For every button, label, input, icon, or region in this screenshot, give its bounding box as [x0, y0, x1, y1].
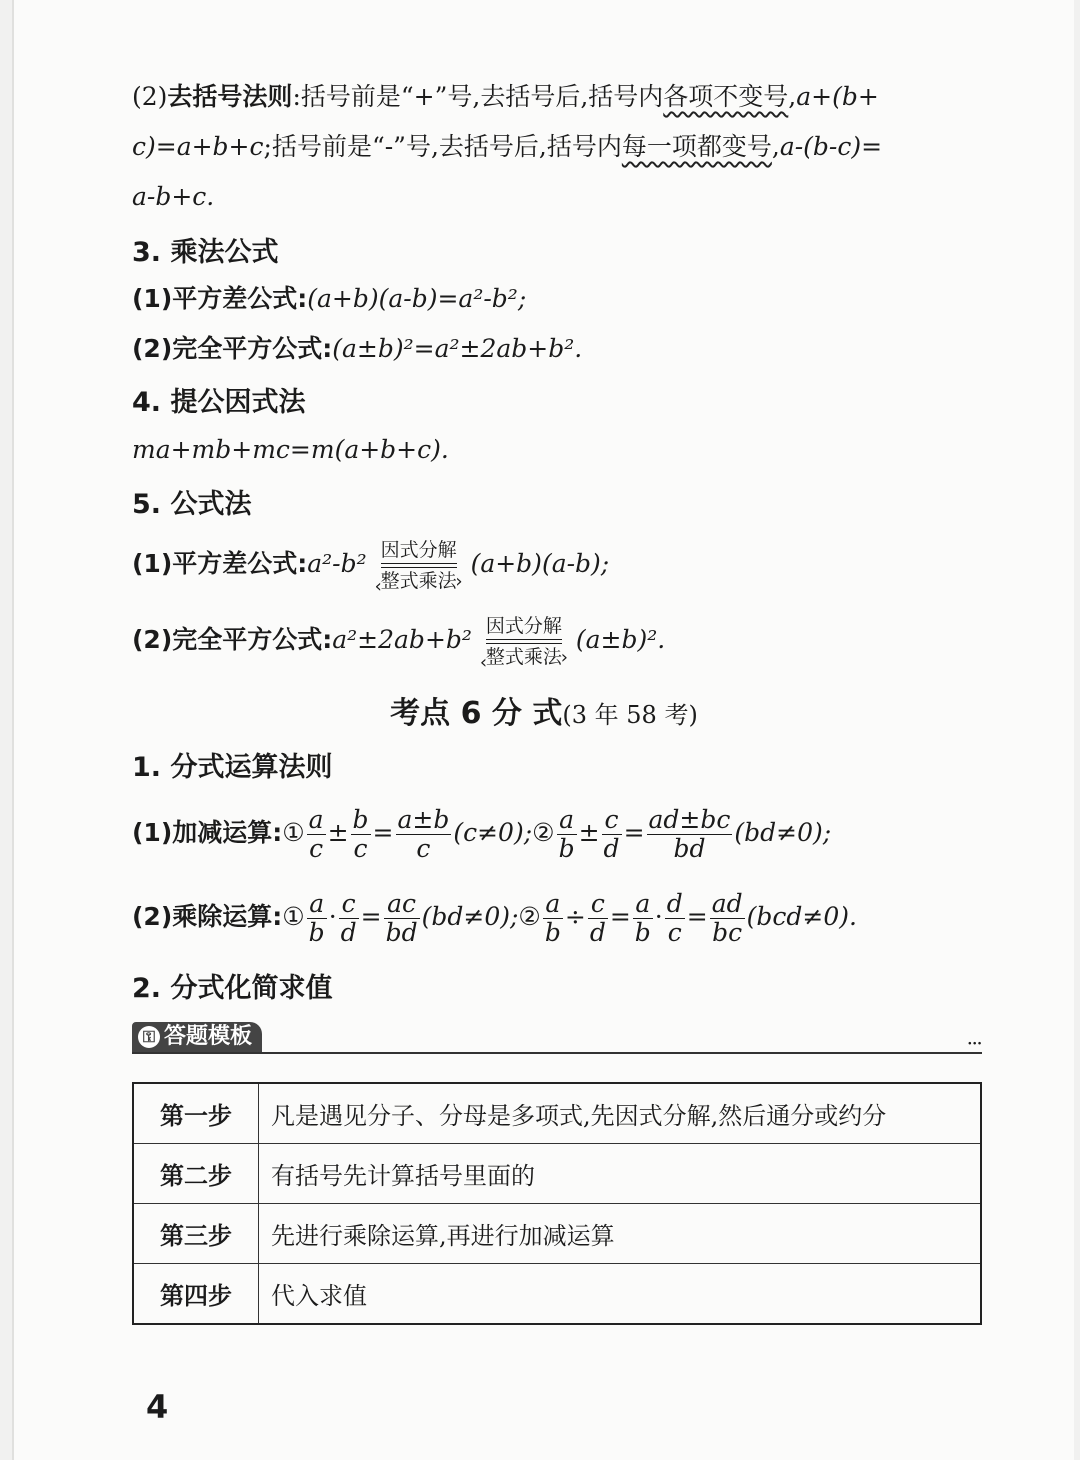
denominator: d	[340, 918, 357, 947]
double-arrow-icon	[486, 639, 562, 644]
double-arrow	[381, 539, 457, 592]
heading-multiplication-formulas: 3. 乘法公式	[132, 237, 279, 268]
operator: ·	[328, 902, 337, 931]
operator: ±	[578, 818, 600, 847]
operator: ÷	[564, 902, 586, 931]
divider	[132, 1052, 982, 1054]
table-row	[133, 1264, 981, 1325]
rule-remove-brackets-line1	[132, 80, 879, 114]
numerator: a±b	[397, 805, 450, 834]
item-number: (2)	[132, 82, 168, 111]
equals: =	[686, 902, 708, 931]
numerator: a	[308, 805, 324, 834]
condition: (bd≠0);	[734, 818, 832, 847]
topic-title	[14, 688, 1074, 732]
formula: a-(b-c)=	[779, 132, 883, 161]
step-text: 代入求值	[259, 1264, 982, 1325]
denominator: d	[589, 918, 606, 947]
formula-label: (1)平方差公式:	[132, 284, 308, 313]
key-icon: ⚿	[138, 1026, 160, 1048]
answer-template-bar	[132, 1022, 982, 1054]
condition: (bcd≠0).	[746, 902, 857, 931]
rule-text: ,	[788, 82, 797, 111]
numerator: ad±bc	[648, 805, 731, 834]
formula-method-line2	[132, 608, 665, 672]
numerator: c	[339, 890, 359, 919]
double-arrow-icon	[381, 563, 457, 568]
formula-label: (2)完全平方公式:	[132, 334, 333, 363]
condition: (bd≠0);	[421, 902, 519, 931]
fraction	[339, 890, 359, 947]
fraction	[588, 890, 608, 947]
equals: =	[623, 818, 645, 847]
numerator: a	[633, 890, 653, 919]
formula-label: (2)乘除运算:	[132, 902, 283, 931]
fraction	[647, 806, 733, 863]
common-factor-formula: ma+mb+mc=m(a+b+c).	[132, 435, 449, 464]
step-label: 第二步	[133, 1144, 259, 1204]
formula: a²-b²	[307, 549, 367, 578]
numerator: d	[666, 889, 683, 918]
fraction	[665, 890, 685, 947]
condition: (c≠0);	[453, 818, 533, 847]
formula-label: (1)平方差公式:	[132, 549, 308, 578]
dots: ···	[967, 1036, 982, 1052]
formula: a²±2ab+b²	[332, 625, 472, 654]
heading-fraction-simplify: 2. 分式化简求值	[132, 973, 333, 1004]
fraction-add-sub-line	[132, 800, 831, 866]
steps-table	[132, 1082, 982, 1325]
fraction-mul-div-line	[132, 884, 857, 950]
numerator: c	[588, 890, 608, 919]
rule-remove-brackets-line2	[132, 130, 882, 164]
fraction	[633, 890, 653, 947]
denominator: bc	[712, 918, 743, 947]
denominator: d	[603, 834, 620, 863]
fraction	[557, 806, 577, 863]
table-row	[133, 1204, 981, 1264]
fraction	[307, 890, 327, 947]
emphasis-text: 每一项都变号	[621, 132, 772, 161]
step-label: 第四步	[133, 1264, 259, 1325]
page	[12, 0, 1074, 1460]
formula: (a±b)².	[575, 625, 666, 654]
denominator: b	[544, 918, 561, 947]
table-row	[133, 1144, 981, 1204]
rule-text: ;括号前是“-”号,去括号后,括号内	[263, 132, 622, 161]
numerator: ad	[711, 889, 743, 918]
denominator: b	[634, 918, 651, 947]
step-label: 第三步	[133, 1204, 259, 1264]
fraction	[307, 806, 326, 863]
numerator: a	[307, 890, 327, 919]
arrow-label-down: 整式乘法	[380, 570, 457, 592]
topic-exam-count: (3 年 58 考)	[562, 701, 698, 729]
fraction	[351, 806, 371, 863]
arrow-label-up: 因式分解	[380, 539, 457, 561]
operator: ±	[327, 818, 349, 847]
denominator: bd	[385, 918, 418, 947]
numerator: a	[557, 806, 577, 835]
arrow-label-up: 因式分解	[485, 615, 562, 637]
fraction	[602, 806, 622, 863]
arrow-label-down: 整式乘法	[485, 646, 562, 668]
denominator: bd	[673, 834, 706, 863]
rule-text: ,	[771, 132, 780, 161]
formula: a+(b+	[796, 82, 879, 111]
denominator: c	[353, 834, 368, 863]
page-number: 4	[146, 1388, 169, 1426]
step-text: 有括号先计算括号里面的	[259, 1144, 982, 1204]
equals: =	[609, 902, 631, 931]
table-row	[133, 1083, 981, 1144]
formula: c)=a+b+c	[132, 132, 264, 161]
denominator: b	[308, 918, 325, 947]
rule-remove-brackets-line3	[132, 180, 214, 214]
formula-label: (1)加减运算:	[132, 818, 283, 847]
topic-title-text: 考点 6 分 式	[390, 696, 563, 731]
heading-common-factor: 4. 提公因式法	[132, 387, 306, 418]
circled-number: ①	[282, 818, 305, 847]
perfect-square-line	[132, 332, 582, 366]
equals: =	[372, 818, 394, 847]
emphasis-text: 各项不变号	[663, 82, 789, 111]
heading-fraction-rules: 1. 分式运算法则	[132, 752, 333, 783]
answer-template-label: 答题模板	[164, 1024, 253, 1049]
step-label: 第一步	[133, 1083, 259, 1144]
fraction	[384, 890, 420, 947]
numerator: a	[543, 890, 563, 919]
circled-number: ②	[518, 902, 541, 931]
numerator: b	[352, 805, 369, 834]
answer-template-tag	[132, 1022, 262, 1052]
fraction	[710, 890, 745, 947]
equals: =	[360, 902, 382, 931]
denominator: c	[309, 834, 324, 863]
denominator: c	[667, 918, 682, 947]
double-arrow	[486, 615, 562, 668]
step-text: 先进行乘除运算,再进行加减运算	[259, 1204, 982, 1264]
rule-title: 去括号法则	[167, 82, 293, 111]
formula: (a+b)(a-b)=a²-b²;	[307, 284, 527, 313]
formula: (a+b)(a-b);	[470, 549, 610, 578]
fraction	[543, 890, 563, 947]
denominator: c	[416, 834, 431, 863]
formula: (a±b)²=a²±2ab+b².	[332, 334, 583, 363]
difference-of-squares-line	[132, 282, 526, 316]
denominator: b	[558, 834, 575, 863]
numerator: ac	[384, 890, 420, 919]
formula: a-b+c.	[132, 182, 215, 211]
fraction	[396, 806, 452, 863]
circled-number: ①	[282, 902, 305, 931]
numerator: c	[602, 806, 622, 835]
circled-number: ②	[532, 818, 555, 847]
formula-label: (2)完全平方公式:	[132, 625, 333, 654]
operator: ·	[654, 902, 663, 931]
rule-text: :括号前是“+”号,去括号后,括号内	[292, 82, 664, 111]
formula-method-line1	[132, 532, 609, 596]
step-text: 凡是遇见分子、分母是多项式,先因式分解,然后通分或约分	[259, 1083, 982, 1144]
heading-formula-method: 5. 公式法	[132, 489, 252, 520]
